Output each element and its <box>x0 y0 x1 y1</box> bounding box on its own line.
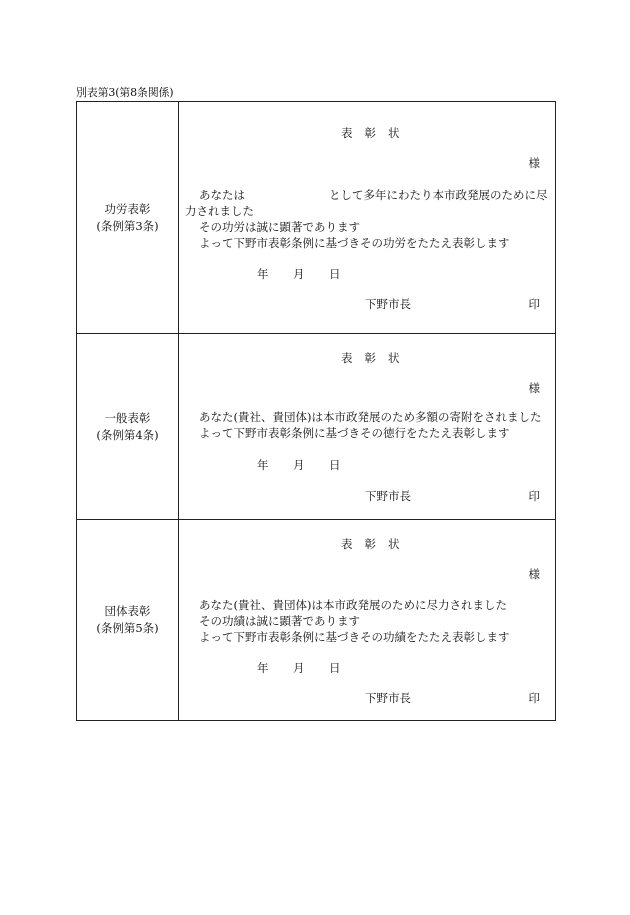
body-line-1: あなた(貴社、貴団体)は本市政発展のため多額の寄附をされました <box>199 410 542 424</box>
date-month: 月 <box>293 458 305 472</box>
body-line-3: その功労は誠に顕著であります <box>199 220 360 234</box>
award-type-label: 一般表彰 <box>104 410 151 425</box>
ordinance-article-label: (条例第5条) <box>96 621 159 635</box>
date-line <box>257 661 341 675</box>
body-line-2: よって下野市表彰条例に基づきその徳行をたたえ表彰します <box>199 426 510 440</box>
date-day: 日 <box>329 267 341 281</box>
date-day: 日 <box>329 458 341 472</box>
honorific-sama: 様 <box>528 156 540 170</box>
date-year: 年 <box>257 267 269 281</box>
date-month: 月 <box>293 661 305 675</box>
body-line-4: よって下野市表彰条例に基づきその功労をたたえ表彰します <box>199 236 510 250</box>
body-line-1: あなた(貴社、貴団体)は本市政発展のために尽力されました <box>199 598 507 612</box>
seal-mark: 印 <box>528 691 540 705</box>
date-day: 日 <box>329 661 341 675</box>
date-line <box>257 267 341 281</box>
ordinance-article-label: (条例第4条) <box>96 427 159 442</box>
ordinance-article-label: (条例第3条) <box>96 218 159 233</box>
honorific-sama: 様 <box>528 567 540 581</box>
date-year: 年 <box>257 458 269 472</box>
table-row-merit-award <box>77 102 556 334</box>
table-row-group-award <box>77 520 556 721</box>
row-label-cell <box>77 102 179 333</box>
honorific-sama: 様 <box>528 381 540 395</box>
award-type-label: 功労表彰 <box>104 201 151 216</box>
mayor-title: 下野市長 <box>365 691 411 705</box>
mayor-title: 下野市長 <box>365 489 411 503</box>
body-line-1a: あなたは <box>199 188 245 202</box>
row-label-cell <box>77 520 179 720</box>
certificate-title: 表彰状 <box>341 351 412 365</box>
certificate-template <box>179 520 556 720</box>
body-line-2: 力されました <box>185 204 254 218</box>
seal-mark: 印 <box>528 489 540 503</box>
table-caption: 別表第3(第8条関係) <box>76 86 174 99</box>
certificate-template <box>179 334 556 519</box>
certificate-template <box>179 102 556 333</box>
row-label-cell <box>77 334 179 519</box>
date-month: 月 <box>293 267 305 281</box>
body-line-3: よって下野市表彰条例に基づきその功績をたたえ表彰します <box>199 630 510 644</box>
award-forms-table <box>76 101 556 721</box>
award-type-label: 団体表彰 <box>104 604 151 618</box>
body-line-1b: として多年にわたり本市政発展のために尽 <box>329 188 548 202</box>
body-line-2: その功績は誠に顕著であります <box>199 614 360 628</box>
certificate-title: 表彰状 <box>341 126 412 140</box>
seal-mark: 印 <box>528 297 540 311</box>
table-row-general-award <box>77 334 556 520</box>
mayor-title: 下野市長 <box>365 297 411 311</box>
date-year: 年 <box>257 661 269 675</box>
certificate-title: 表彰状 <box>341 537 412 551</box>
date-line <box>257 458 341 472</box>
